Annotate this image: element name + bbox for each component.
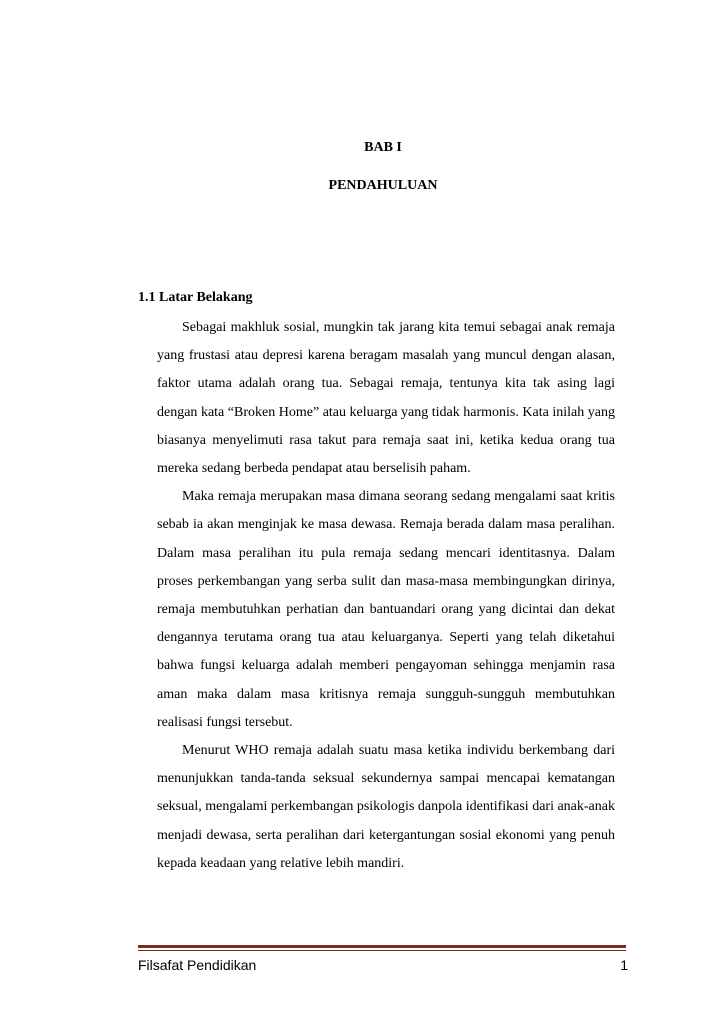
paragraph-2: Maka remaja merupakan masa dimana seorang sedang mengalami saat kritis sebab ia akan menginjak ke masa dewasa. Remaja berada dalam masa peralihan. Dalam masa peralihan itu pula remaja sedang mencari identitasnya. Dalam proses perkembangan yang serba sulit dan masa-masa membingungkan dirinya, remaja membutuhkan perhatian dan bantuandari orang yang dicintai dan dekat dengannya terutama orang tua atau keluarganya. Seperti yang telah diketahui bahwa fungsi keluarga adalah memberi pengayoman sehingga menjamin rasa aman maka dalam masa kritisnya remaja sungguh-sungguh membutuhkan realisasi fungsi tersebut. bbox=[157, 489, 615, 730]
section-heading: 1.1 Latar Belakang bbox=[138, 290, 253, 305]
footer-title: Filsafat Pendidikan bbox=[138, 957, 257, 973]
chapter-number: BAB I bbox=[364, 140, 402, 155]
footer-divider bbox=[138, 945, 626, 951]
footer-divider-thin bbox=[138, 950, 626, 951]
paragraph-3: Menurut WHO remaja adalah suatu masa ketika individu berkembang dari menunjukkan tanda-tanda seksual sekundernya sampai mencapai kematangan seksual, mengalami perkembangan psikologis danpola identifikasi dari anak-anak menjadi dewasa, serta peralihan dari ketergantungan sosial ekonomi yang penuh kepada keadaan yang relative lebih mandiri. bbox=[157, 743, 615, 871]
footer-divider-thick bbox=[138, 945, 626, 948]
chapter-title: PENDAHULUAN bbox=[328, 178, 438, 193]
paragraph-1: Sebagai makhluk sosial, mungkin tak jarang kita temui sebagai anak remaja yang frustasi atau depresi karena beragam masalah yang muncul dengan alasan, faktor utama adalah orang tua. Sebagai remaja, tentunya kita tak asing lagi dengan kata “Broken Home” atau keluarga yang tidak harmonis. Kata inilah yang biasanya menyelimuti rasa takut para remaja saat ini, ketika kedua orang tua mereka sedang berbeda pendapat atau berselisih paham. bbox=[157, 320, 615, 477]
body-text bbox=[157, 314, 615, 878]
page-number: 1 bbox=[620, 957, 628, 973]
